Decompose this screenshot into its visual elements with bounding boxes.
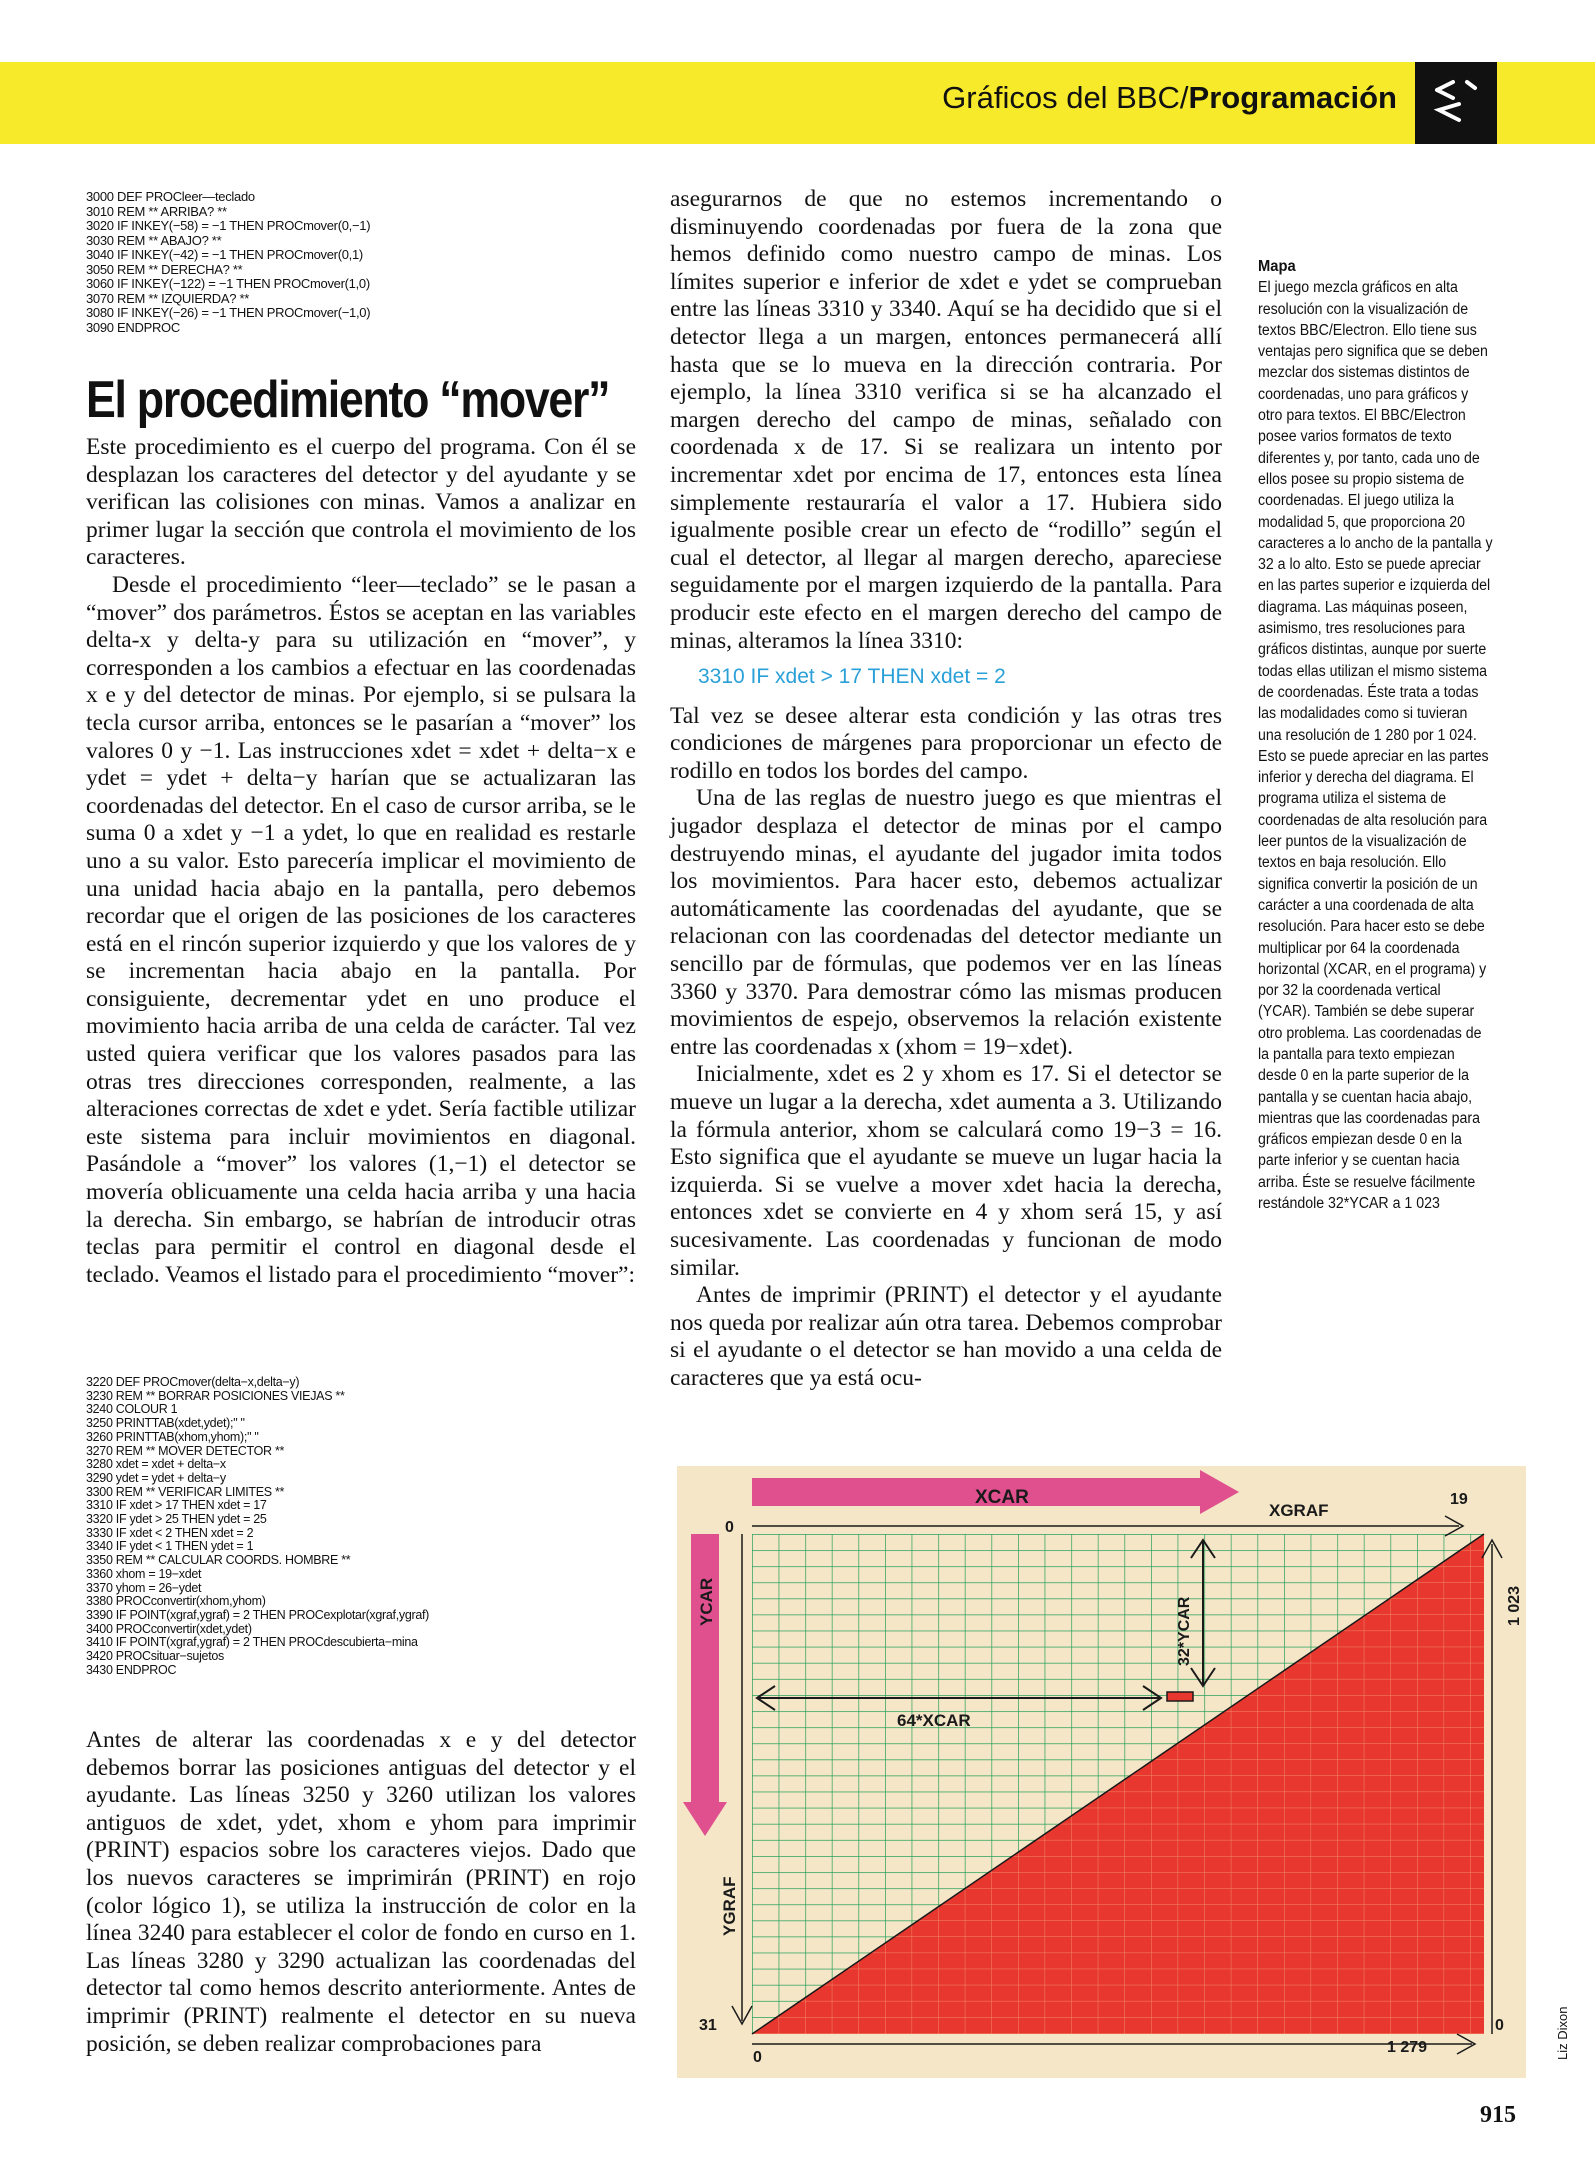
page-header-title <box>942 80 1397 116</box>
label-top-left-zero: 0 <box>725 1519 734 1536</box>
code-line: 3380 PROCconvertir(xhom,yhom) <box>86 1594 266 1609</box>
code-line: 3430 ENDPROC <box>86 1662 177 1677</box>
paragraph: Una de las reglas de nuestro juego es que mientras el jugador desplaza el detector de minas por el campo destruyendo minas, el ayudante del jugador imita todos los movimientos. Para hacer esto, debemos actualizar automáticamente las coordenadas del ayudante, que se relacionan con las coordenadas del detector mediante un sencillo par de fórmulas, que podemos ver en las líneas 3360 y 3370. Para demostrar cómo las mismas producen movimientos de espejo, observemos la relación existente entre las coordenadas x (xhom = 19−xdet). <box>670 785 1222 1060</box>
code-line: 3260 PRINTTAB(xhom,yhom);" " <box>86 1429 259 1444</box>
diagram-svg <box>677 1466 1526 2078</box>
label-bottom-right-zero: 0 <box>1495 2017 1504 2034</box>
code-line: 3070 REM ** IZQUIERDA? ** <box>86 290 250 306</box>
code-line: 3320 IF ydet > 25 THEN ydet = 25 <box>86 1512 267 1527</box>
column-1-text-bottom <box>86 1727 636 2058</box>
label-ygraf: YGRAF <box>720 1876 739 1936</box>
detector-cell <box>1167 1692 1193 1701</box>
paragraph: asegurarnos de que no estemos incrementando o disminuyendo coordenadas por fuera de la zona que hemos definido como nuestro campo de minas. Los límites superior e inferior de xdet e ydet se comprueban entre las líneas 3310 y 3340. Aquí se ha decidido que si el detector llega a un margen, entonces permanecerá allí hasta que se lo mueva en la dirección contraria. Por ejemplo, la línea 3310 verifica si se ha alcanzado el margen derecho del campo de minas, señalado con coordenada x de 17. Si se realizara un intento por incrementar xdet por encima de 17, entonces esta línea simplemente restauraría el valor a 17. Hubiera sido igualmente posible crear un efecto de “rodillo” según el cual el detector, al llegar al margen derecho, apareciese seguidamente por el margen izquierdo de la pantalla. Para producir este efecto en el margen derecho del campo de minas, alteramos la línea 3310: <box>670 186 1222 654</box>
code-line: 3330 IF xdet < 2 THEN xdet = 2 <box>86 1525 254 1540</box>
label-xgraf: XGRAF <box>1269 1501 1329 1520</box>
code-line: 3370 yhom = 26−ydet <box>86 1580 202 1595</box>
code-line: 3290 ydet = ydet + delta−y <box>86 1470 226 1485</box>
sidebar-mapa <box>1258 256 1494 1214</box>
code-line: 3080 IF INKEY(−26) = −1 THEN PROCmover(−1,0) <box>86 305 371 320</box>
label-ycar: YCAR <box>697 1577 716 1626</box>
code-line: 3040 IF INKEY(−42) = −1 THEN PROCmover(0,1) <box>86 247 363 262</box>
code-line: 3270 REM ** MOVER DETECTOR ** <box>86 1443 285 1458</box>
code-line: 3010 REM ** ARRIBA? ** <box>86 203 227 219</box>
code-line-3310: 3310 IF xdet > 17 THEN xdet = 2 <box>698 665 1006 689</box>
column-2-text <box>670 186 1222 1393</box>
code-line: 3350 REM ** CALCULAR COORDS. HOMBRE ** <box>86 1553 351 1568</box>
code-line: 3090 ENDPROC <box>86 319 180 335</box>
paragraph: Antes de alterar las coordenadas x e y del detector debemos borrar las posiciones antiguas del detector y el ayudante. Las líneas 3250 y 3260 utilizan los valores antiguos de xdet, ydet, xhom e yhom para imprimir (PRINT) espacios sobre los caracteres viejos. Dado que los nuevos caracteres se imprimirán (PRINT) en rojo (color lógico 1), se utiliza la instrucción de color en la línea 3240 para establecer el color de fondo en curso en 1. Las líneas 3280 y 3290 actualizan las coordenadas del detector tal como hemos descrito anteriormente. Antes de imprimir (PRINT) realmente el detector en su nueva posición, se deben realizar comprobaciones para <box>86 1727 636 2057</box>
code-line: 3390 IF POINT(xgraf,ygraf) = 2 THEN PROCexplotar(xgraf,ygraf) <box>86 1607 430 1622</box>
code-line: 3000 DEF PROCleer—teclado <box>86 189 255 204</box>
code-line: 3050 REM ** DERECHA? ** <box>86 261 243 277</box>
code-line: 3020 IF INKEY(−58) = −1 THEN PROCmover(0,−1) <box>86 218 371 233</box>
code-line: 3310 IF xdet > 17 THEN xdet = 17 <box>86 1498 267 1513</box>
sidebar-body: El juego mezcla gráficos en alta resolución con la visualización de textos BBC/Electron. Ello tiene sus ventajas pero significa que se deben mezclar dos sistemas distintos de coordenadas, uno para gráficos y otro para textos. El BBC/Electron posee varios formatos de texto diferentes y, por tanto, cada uno de ellos posee su propio sistema de coordenadas. El juego utiliza la modalidad 5, que proporciona 20 caracteres a lo ancho de la pantalla y 32 a lo alto. Esto se puede apreciar en las partes superior e izquierda del diagrama. Las máquinas poseen, asimismo, tres resoluciones para gráficos distintas, aunque por suerte todas ellas utilizan el mismo sistema de coordenadas. Éste trata a todas las modalidades como si tuvieran una resolución de 1 280 por 1 024. Esto se puede apreciar en las partes inferior y derecha del diagrama. El programa utiliza el sistema de coordenadas de alta resolución para leer puntos de la visualización de textos en baja resolución. Ello significa convertir la posición de un carácter a una coordenada de alta resolución. Para hacer esto se debe multiplicar por 64 la coordenada horizontal (XCAR, en el programa) y por 32 la coordenada vertical (YCAR). También se debe superar otro problema. Las coordenadas de la pantalla para texto empiezan desde 0 en la parte superior de la pantalla y se cuentan hacia abajo, mientras que las coordenadas para gráficos empiezan desde 0 en la parte inferior y se cuentan hacia arriba. Éste se resuelve fácilmente restándole 32*YCAR a 1 023 <box>1258 279 1493 1213</box>
label-xcar: XCAR <box>975 1487 1029 1508</box>
label-right-1023: 1 023 <box>1506 1585 1523 1626</box>
paragraph: Desde el procedimiento “leer—teclado” se le pasan a “mover” dos parámetros. Éstos se aceptan en las variables delta-x y delta-y para su utilización en “mover”, y corresponden a los cambios a efectuar en las coordenadas x e y del detector de minas. Por ejemplo, si se pulsara la tecla cursor arriba, entonces se le pasarían a “mover” los valores 0 y −1. Las instrucciones xdet = xdet + delta−x e ydet = ydet + delta−y harían que se actualizaran las coordenadas del detector. En el caso de cursor arriba, se le suma 0 a xdet y −1 a ydet, lo que en realidad es restarle uno a su valor. Esto parecería implicar el movimiento de una unidad hacia abajo en la pantalla, pero debemos recordar que el origen de las posiciones de los caracteres está en el rincón superior izquierdo y que los valores de y se incrementan hacia abajo en la pantalla. Por consiguiente, decrementar ydet en uno produce el movimiento hacia arriba de una celda de carácter. Tal vez usted quiera verificar que los valores pasados para las otras tres direcciones corresponden, realmente, a las alteraciones correctas de xdet e ydet. Sería factible utilizar este sistema para incluir movimientos en diagonal. Pasándole a “mover” los valores (1,−1) el detector se movería oblicuamente una celda hacia arriba y una hacia la derecha. Sin embargo, se habrían de introducir otras teclas para permitir el control en diagonal desde el teclado. Veamos el listado para el procedimiento “mover”: <box>86 571 636 1288</box>
illustrator-credit: Liz Dixon <box>1555 2006 1570 2060</box>
column-1-text <box>86 434 636 1289</box>
code-line: 3340 IF ydet < 1 THEN ydet = 1 <box>86 1539 254 1554</box>
label-bottom-1279: 1 279 <box>1387 2039 1428 2056</box>
header-section: Gráficos del BBC/ <box>942 80 1189 115</box>
label-top-right-19: 19 <box>1450 1491 1468 1508</box>
code-line: 3230 REM ** BORRAR POSICIONES VIEJAS ** <box>86 1388 345 1403</box>
code-line: 3250 PRINTTAB(xdet,ydet);" " <box>86 1416 245 1431</box>
sidebar-title: Mapa <box>1258 258 1296 275</box>
code-line: 3030 REM ** ABAJO? ** <box>86 232 222 248</box>
code-line: 3220 DEF PROCmover(delta−x,delta−y) <box>86 1375 300 1389</box>
code-listing-mover <box>86 1376 429 1677</box>
code-line: 3420 PROCsituar−sujetos <box>86 1649 224 1664</box>
code-line: 3240 COLOUR 1 <box>86 1402 178 1417</box>
label-bottom-left-zero: 0 <box>753 2049 762 2066</box>
label-left-31: 31 <box>699 2017 717 2034</box>
paragraph: Este procedimiento es el cuerpo del programa. Con él se desplazan los caracteres del detector y del ayudante y se verifican las colisiones con minas. Vamos a analizar en primer lugar la sección que controla el movimiento de los caracteres. <box>86 434 636 571</box>
code-line: 3410 IF POINT(xgraf,ygraf) = 2 THEN PROCdescubierta−mina <box>86 1635 418 1650</box>
code-listing-leer-teclado <box>86 190 370 335</box>
section-heading: El procedimiento “mover” <box>86 371 610 429</box>
code-line: 3060 IF INKEY(−122) = −1 THEN PROCmover(1,0) <box>86 276 370 291</box>
coordinate-diagram <box>677 1466 1526 2078</box>
code-line: 3300 REM ** VERIFICAR LIMITES ** <box>86 1484 285 1499</box>
code-line: 3360 xhom = 19−xdet <box>86 1566 202 1581</box>
code-line: 3400 PROCconvertir(xdet,ydet) <box>86 1621 252 1636</box>
paragraph: Tal vez se desee alterar esta condición y las otras tres condiciones de márgenes para proporcionar un efecto de rodillo en todos los bordes del campo. <box>670 702 1222 784</box>
code-line: 3280 xdet = xdet + delta−x <box>86 1457 226 1472</box>
page-number: 915 <box>1480 2102 1516 2128</box>
paragraph: Antes de imprimir (PRINT) el detector y el ayudante nos queda por realizar aún otra tarea. Debemos comprobar si el ayudante o el detector se han movido a una celda de caracteres que ya está ocu- <box>670 1282 1222 1391</box>
header-bar <box>0 62 1595 144</box>
label-32ycar: 32*YCAR <box>1176 1596 1193 1666</box>
header-subject: Programación <box>1188 80 1397 115</box>
label-64xcar: 64*XCAR <box>897 1711 971 1730</box>
series-logo-icon <box>1415 62 1497 144</box>
paragraph: Inicialmente, xdet es 2 y xhom es 17. Si el detector se mueve un lugar a la derecha, xdet aumenta a 3. Utilizando la fórmula anterior, xhom se calculará como 19−3 = 16. Esto significa que el ayudante se mueve un lugar hacia la izquierda. Si se vuelve a mover xdet hacia la derecha, entonces xdet se convierte en 4 y xhom será 15, y así sucesivamente. Las coordenadas y funcionan de modo similar. <box>670 1061 1222 1281</box>
